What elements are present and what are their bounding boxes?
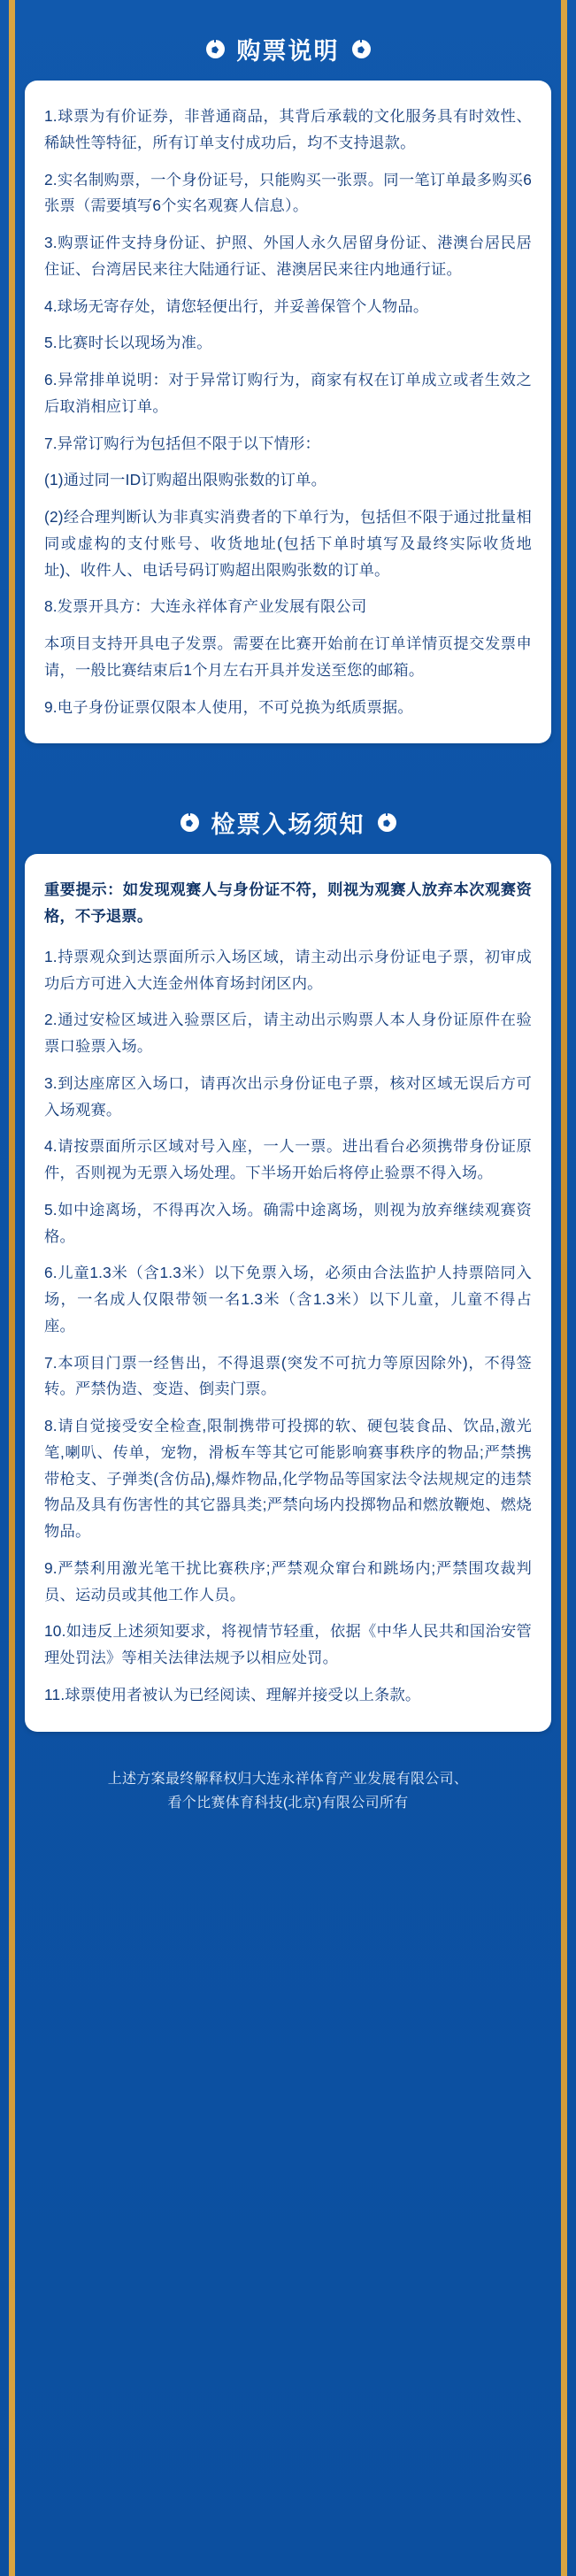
footer-line-2: 看个比赛体育科技(北京)有限公司所有	[167, 1795, 409, 1811]
purchase-note-item: 5.比赛时长以现场为准。	[44, 334, 212, 352]
purchase-notes-card	[25, 81, 551, 743]
purchase-note-item: 本项目支持开具电子发票。需要在比赛开始前在订单详情页提交发票申请，一般比赛结束后1个月左右开具并发送至您的邮箱。	[44, 634, 532, 679]
entry-note-item: 8.请自觉接受安全检查,限制携带可投掷的软、硬包装食品、饮品,激光笔,喇叭、传单，宠物，滑板车等其它可能影响赛事秩序的物品;严禁携带枪支、子弹类(含仿品),爆炸物品,化学物品等国家法令法规规定的违禁物品及具有伤害性的其它器具类;严禁向场内投掷物品和燃放鞭炮、燃烧物品。	[44, 1417, 532, 1540]
purchase-note-item: (2)经合理判断认为非真实消费者的下单行为，包括但不限于通过批量相同或虚构的支付账号、收货地址(包括下单时填写及最终实际收货地址)、收件人、电话号码订购超出限购张数的订单。	[44, 508, 532, 579]
soccer-ball-icon	[378, 813, 396, 832]
section-header-purchase-notes	[25, 16, 551, 81]
entry-note-item: 3.到达座席区入场口，请再次出示身份证电子票，核对区域无误后方可入场观赛。	[44, 1073, 532, 1119]
entry-note-item: 4.请按票面所示区域对号入座，一人一票。进出看台必须携带身份证原件，否则视为无票入场处理。下半场开始后将停止验票不得入场。	[44, 1137, 532, 1181]
section-purchase-notes	[25, 0, 551, 743]
entry-note-item: 7.本项目门票一经售出，不得退票(突发不可抗力等原因除外)，不得签转。严禁伪造、变造、倒卖门票。	[44, 1353, 532, 1398]
important-notice: 重要提示：如发现观赛人与身份证不符，则视为观赛人放弃本次观赛资格，不予退票。	[44, 880, 532, 925]
entry-note-item: 6.儿童1.3米（含1.3米）以下免票入场，必须由合法监护人持票陪同入场，一名成人仅限带领一名1.3米（含1.3米）以下儿童，儿童不得占座。	[44, 1264, 532, 1334]
entry-note-item: 11.球票使用者被认为已经阅读、理解并接受以上条款。	[44, 1685, 421, 1703]
entry-note-item: 9.严禁利用激光笔干扰比赛秩序;严禁观众窜台和跳场内;严禁围攻裁判员、运动员或其他工作人员。	[44, 1558, 532, 1603]
soccer-ball-icon	[352, 40, 371, 58]
entry-note-item: 5.如中途离场，不得再次入场。确需中途离场，则视为放弃继续观赛资格。	[44, 1200, 532, 1245]
entry-note-item: 1.持票观众到达票面所示入场区域，请主动出示身份证电子票，初审成功后方可进入大连金州体育场封闭区内。	[44, 947, 532, 992]
section-title-row	[180, 805, 396, 840]
section-header-entry-notes	[25, 789, 551, 854]
purchase-note-item: 2.实名制购票，一个身份证号，只能购买一张票。同一笔订单最多购买6张票（需要填写6个实名观赛人信息）。	[44, 170, 532, 215]
section-divider-space	[25, 743, 551, 773]
purchase-note-item: 9.电子身份证票仅限本人使用，不可兑换为纸质票据。	[44, 697, 413, 716]
purchase-note-item: (1)通过同一ID订购超出限购张数的订单。	[44, 471, 327, 489]
soccer-ball-icon	[180, 813, 199, 832]
entry-note-item: 10.如违反上述须知要求，将视情节轻重，依据《中华人民共和国治安管理处罚法》等相关法律法规予以相应处罚。	[44, 1622, 532, 1666]
section-entry-notes	[25, 773, 551, 1731]
purchase-note-item: 7.异常订购行为包括但不限于以下情形：	[44, 434, 320, 452]
purchase-note-item: 8.发票开具方：大连永祥体育产业发展有限公司	[44, 597, 367, 616]
footer-line-1: 上述方案最终解释权归大连永祥体育产业发展有限公司、	[107, 1771, 469, 1787]
soccer-ball-icon	[206, 40, 225, 58]
entry-note-item: 2.通过安检区域进入验票区后，请主动出示购票人本人身份证原件在验票口验票入场。	[44, 1011, 532, 1055]
section-title-row	[206, 32, 371, 66]
purchase-note-item: 6.异常排单说明：对于异常订购行为，商家有权在订单成立或者生效之后取消相应订单。	[44, 371, 532, 415]
entry-notes-card	[25, 854, 551, 1731]
section-title-entry: 检票入场须知	[211, 811, 365, 839]
purchase-note-item: 4.球场无寄存处，请您轻便出行，并妥善保管个人物品。	[44, 296, 429, 315]
footer-disclaimer	[25, 1732, 551, 1845]
purchase-note-item: 3.购票证件支持身份证、护照、外国人永久居留身份证、港澳台居民居住证、台湾居民来往大陆通行证、港澳居民来往内地通行证。	[44, 234, 532, 278]
page-title: 购票说明	[236, 38, 340, 65]
purchase-note-item: 1.球票为有价证券，非普通商品，其背后承载的文化服务具有时效性、稀缺性等特征，所有订单支付成功后，均不支持退款。	[44, 107, 532, 151]
